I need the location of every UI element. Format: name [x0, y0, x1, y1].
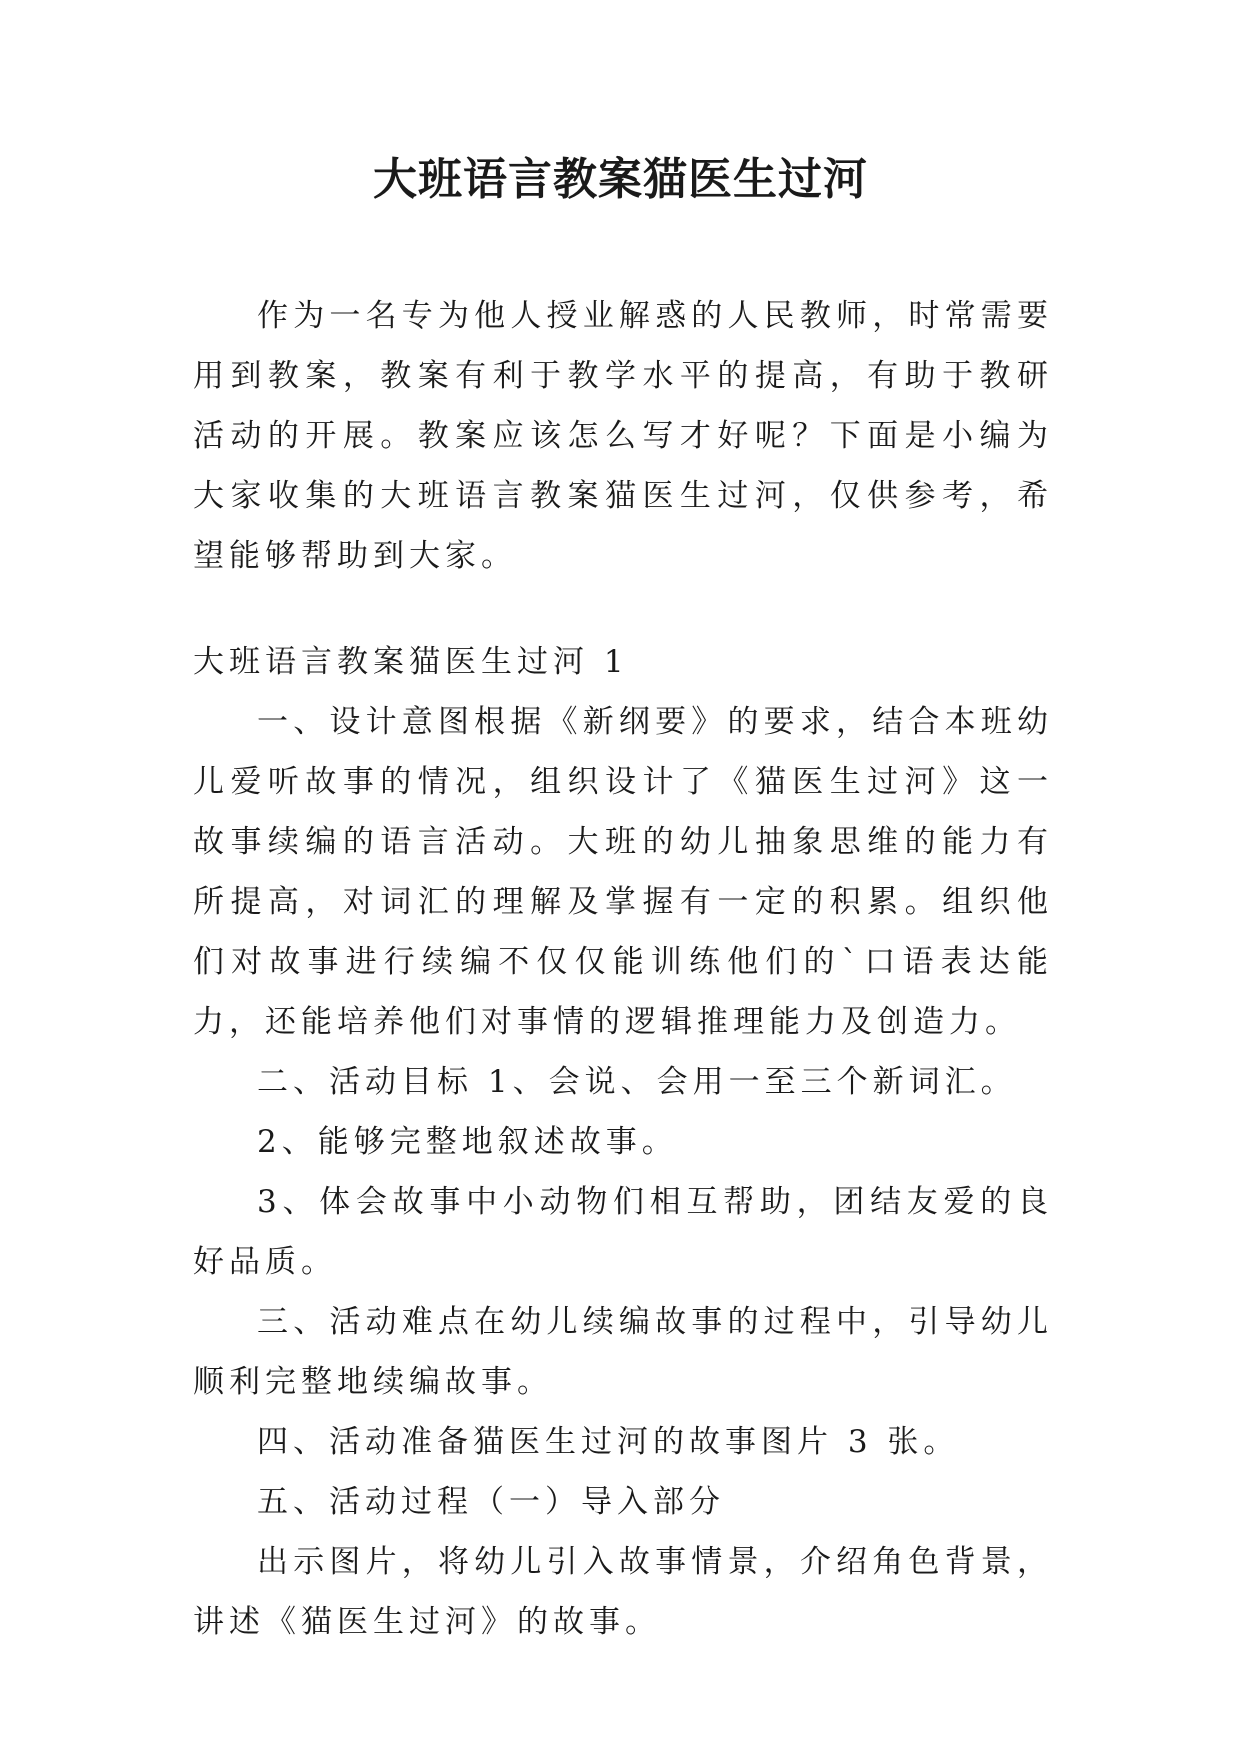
paragraph-preparation: 四、活动准备猫医生过河的故事图片 3 张。: [257, 1424, 960, 1460]
paragraph-process: 五、活动过程（一）导入部分: [257, 1484, 725, 1520]
document-title: 大班语言教案猫医生过河: [373, 154, 868, 205]
paragraph-goal-3: 3、体会故事中小动物们相互帮助，团结友爱的良好品质。: [193, 1184, 1053, 1280]
intro-paragraph: 作为一名专为他人授业解惑的人民教师，时常需要用到教案，教案有利于教学水平的提高，有助于教研活动的开展。教案应该怎么写才好呢？下面是小编为大家收集的大班语言教案猫医生过河，仅供参考，希望能够帮助到大家。: [193, 298, 1053, 574]
paragraph-difficulty: 三、活动难点在幼儿续编故事的过程中，引导幼儿顺利完整地续编故事。: [193, 1304, 1053, 1400]
document-body: [193, 286, 1053, 1652]
paragraph-goal-2: 2、能够完整地叙述故事。: [257, 1124, 678, 1160]
paragraph-goal-1: 二、活动目标 1、会说、会用一至三个新词汇。: [257, 1064, 1017, 1100]
paragraph-intro-part: 出示图片，将幼儿引入故事情景，介绍角色背景，讲述《猫医生过河》的故事。: [193, 1544, 1053, 1640]
paragraph-design-intent: 一、设计意图根据《新纲要》的要求，结合本班幼儿爱听故事的情况，组织设计了《猫医生过河》这一故事续编的语言活动。大班的幼儿抽象思维的能力有所提高，对词汇的理解及掌握有一定的积累。组织他们对故事进行续编不仅仅能训练他们的`口语表达能力，还能培养他们对事情的逻辑推理能力及创造力。: [193, 704, 1053, 1040]
section-heading: 大班语言教案猫医生过河 1: [193, 644, 629, 680]
